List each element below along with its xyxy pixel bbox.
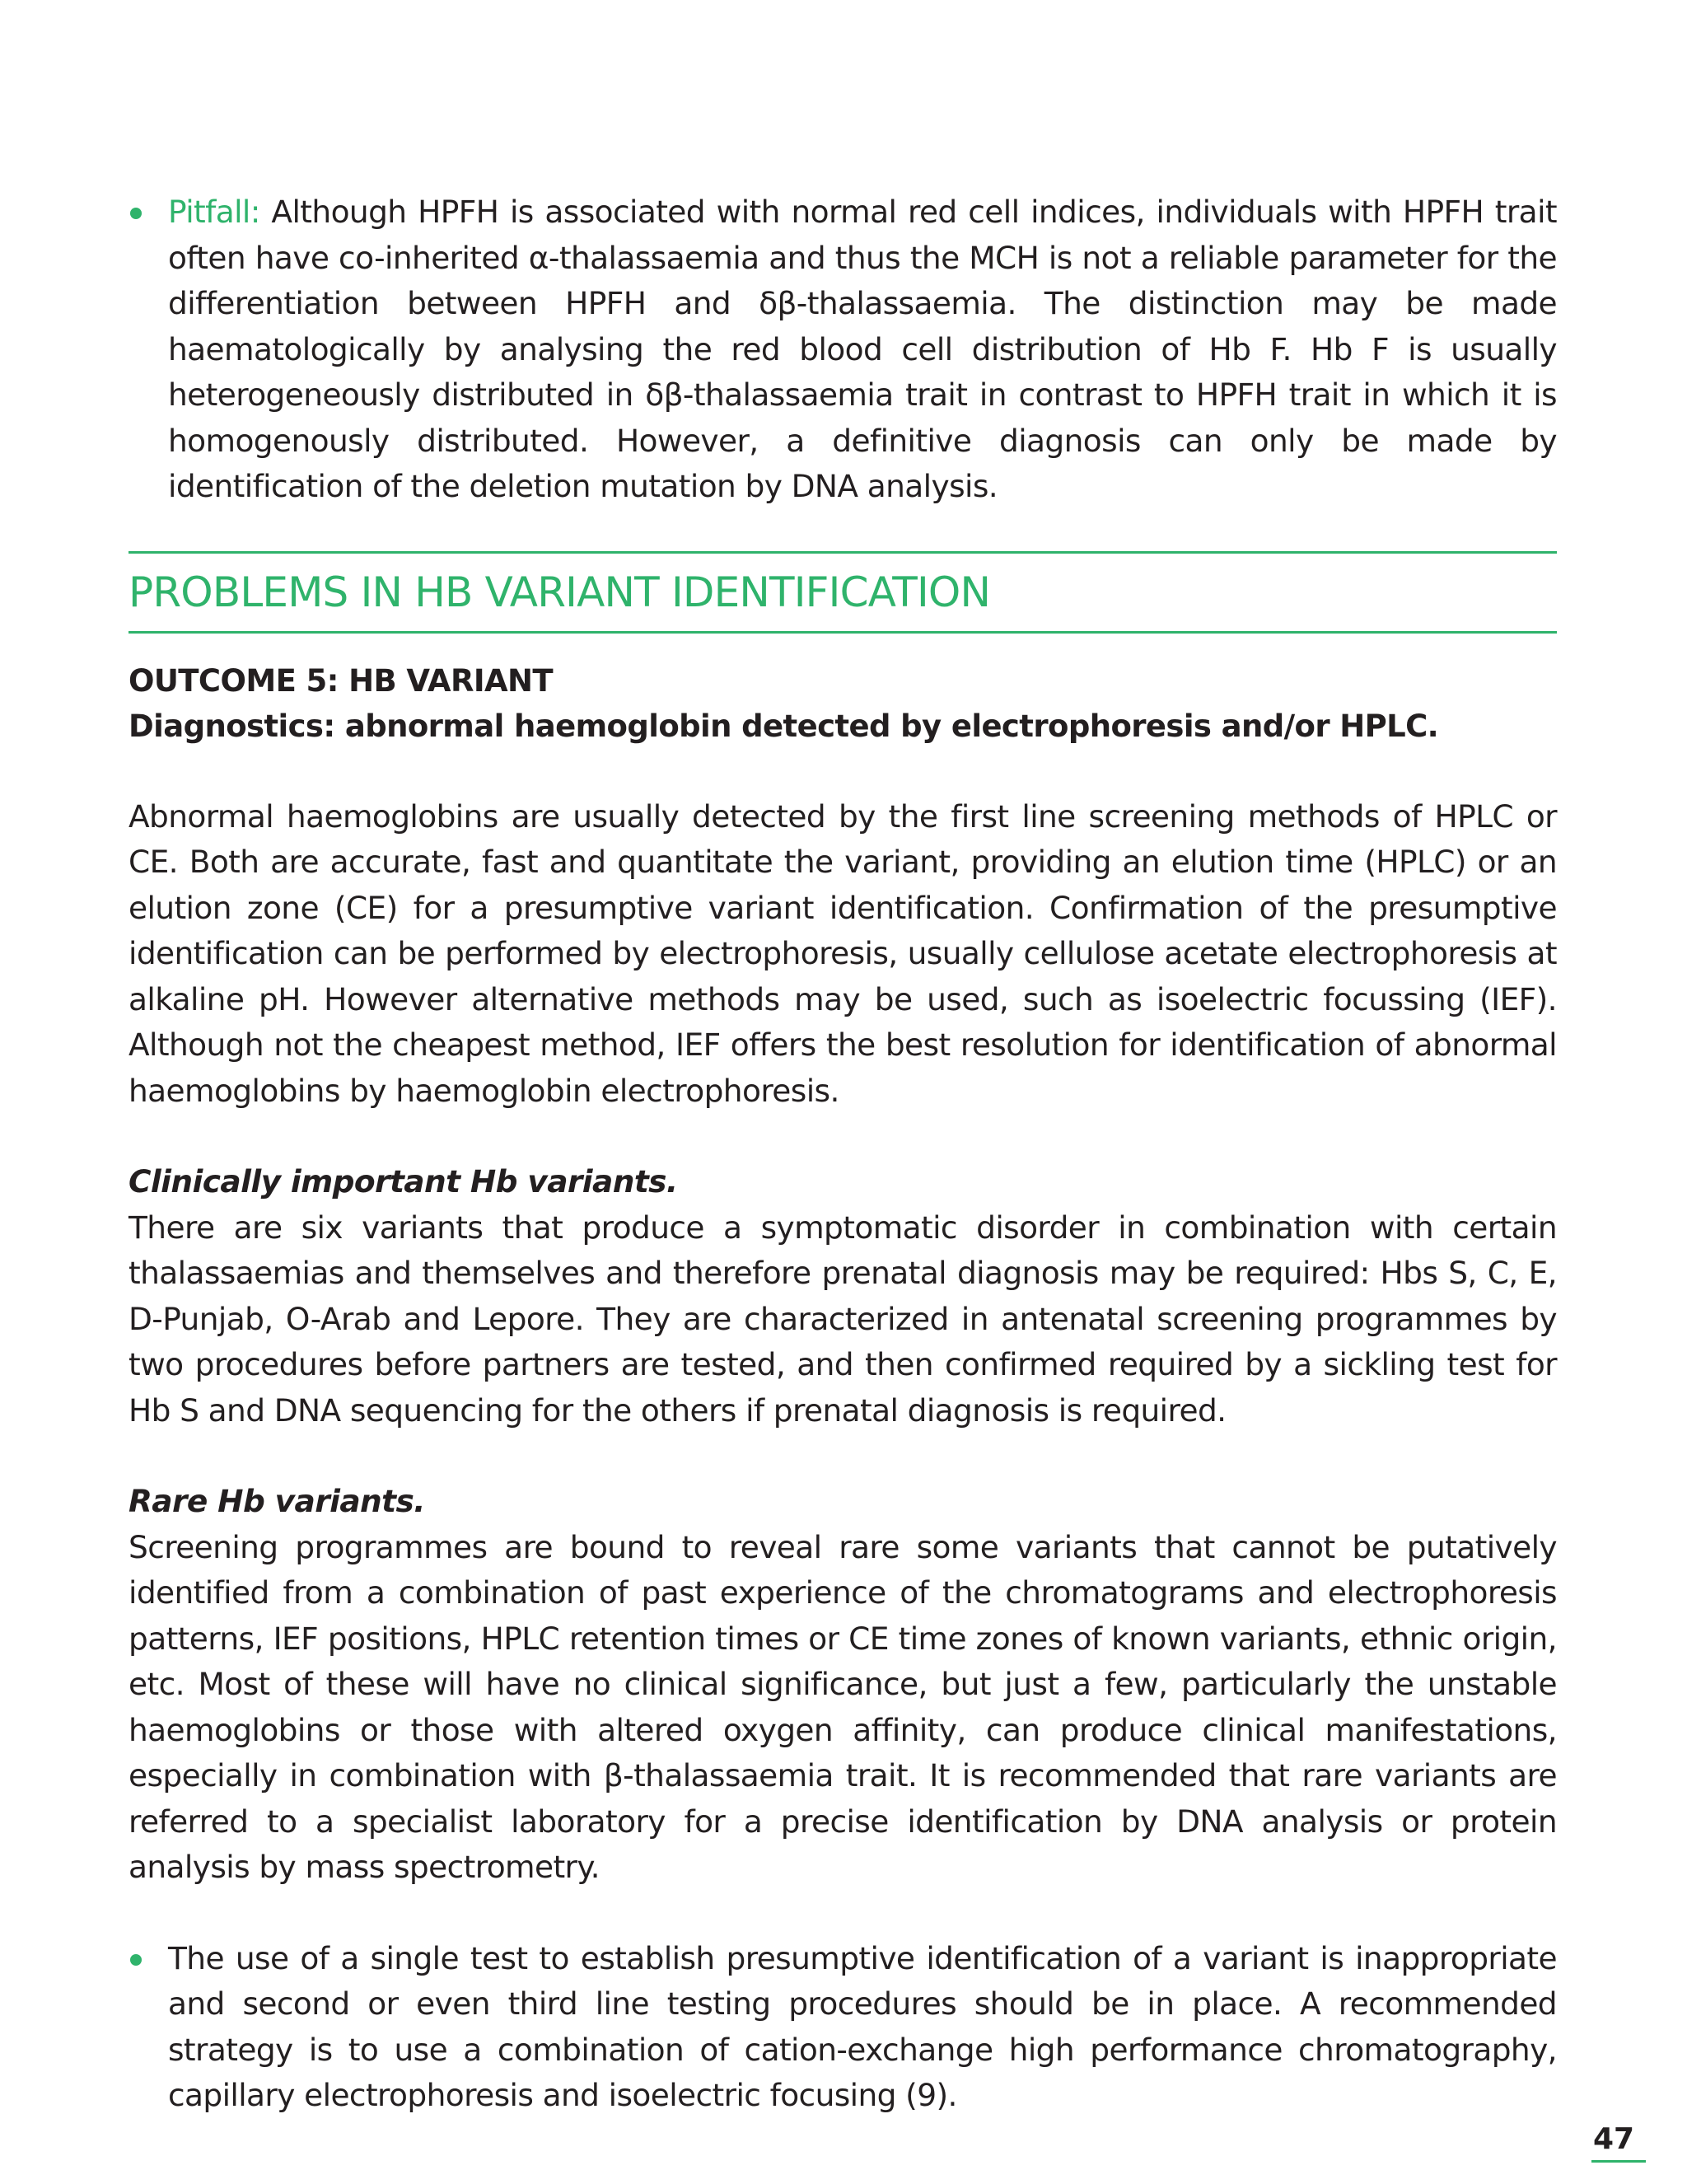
page-content <box>129 189 1557 2119</box>
section-title: PROBLEMS IN HB VARIANT IDENTIFICATION <box>129 568 991 616</box>
rare-variants-text: Screening programmes are bound to reveal rare some variants that cannot be putatively identified from a combination of past experience of the chromatograms and electrophoresis patterns, IEF positions, HPLC retention times or CE time zones of known variants, ethnic origin, etc. Most of these will have no clinical significance, but just a few, particularly the unstable haemoglobins or those with altered oxygen affinity, can produce clinical manifestations, especially in combination with β-thalassaemia trait. It is recommended that rare variants are referred to a specialist laboratory for a precise identification by DNA analysis or protein analysis by mass spectrometry. <box>129 1528 1557 1885</box>
clinically-important-heading: Clinically important Hb variants. <box>129 1163 678 1200</box>
diagnostics-line: Diagnostics: abnormal haemoglobin detected by electrophoresis and/or HPLC. <box>129 708 1439 744</box>
final-bullet <box>129 1936 1557 2119</box>
intro-paragraph: Abnormal haemoglobins are usually detected by the first line screening methods of HPLC or CE. Both are accurate, fast and quantitate the variant, providing an elution time (HPLC) or an elution zone (CE) for a presumptive variant identification. Confirmation of the presumptive identification can be performed by electrophoresis, usually cellulose acetate electrophoresis at alkaline pH. However alternative methods may be used, such as isoelectric focussing (IEF). Although not the cheapest method, IEF offers the best resolution for identification of abnormal haemoglobins by haemoglobin electrophoresis. <box>129 797 1557 1109</box>
final-bullet-text: The use of a single test to establish presumptive identification of a variant is inappropriate and second or even third line testing procedures should be in place. A recommended strategy is to use a combination of cation-exchange high performance chromatography, capillary electrophoresis and isoelectric focusing (9). <box>168 1939 1557 2113</box>
clinically-important-text: There are six variants that produce a symptomatic disorder in combination with certain thalassaemias and themselves and therefore prenatal diagnosis may be required: Hbs S, C, E, D-Punjab, O-Arab and Lepore. They are characterized in antenatal screening programmes by two procedures before partners are tested, and then confirmed required by a sickling test for Hb S and DNA sequencing for the others if prenatal diagnosis is required. <box>129 1209 1557 1429</box>
section-rule-top <box>129 551 1557 554</box>
bullet-dot <box>130 1954 142 1966</box>
outcome-heading: OUTCOME 5: HB VARIANT <box>129 662 554 699</box>
bullet-dot <box>130 208 142 219</box>
pitfall-text: Although HPFH is associated with normal red cell indices, individuals with HPFH trait often have co-inherited α-thalassaemia and thus the MCH is not a reliable parameter for the differentiation between HPFH and δβ-thalassaemia. The distinction may be made haematologically by analysing the red blood cell distribution of Hb F. Hb F is usually heterogeneously distributed in δβ-thalassaemia trait in contrast to HPFH trait in which it is homogenously distributed. However, a definitive diagnosis can only be made by identification of the deletion mutation by DNA analysis. <box>168 194 1557 504</box>
pitfall-bullet <box>129 189 1557 510</box>
rare-variants-heading: Rare Hb variants. <box>129 1483 425 1519</box>
pitfall-label: Pitfall: <box>168 194 260 230</box>
page-number: 47 <box>1593 2122 1635 2156</box>
page-number-underline <box>1591 2160 1646 2163</box>
